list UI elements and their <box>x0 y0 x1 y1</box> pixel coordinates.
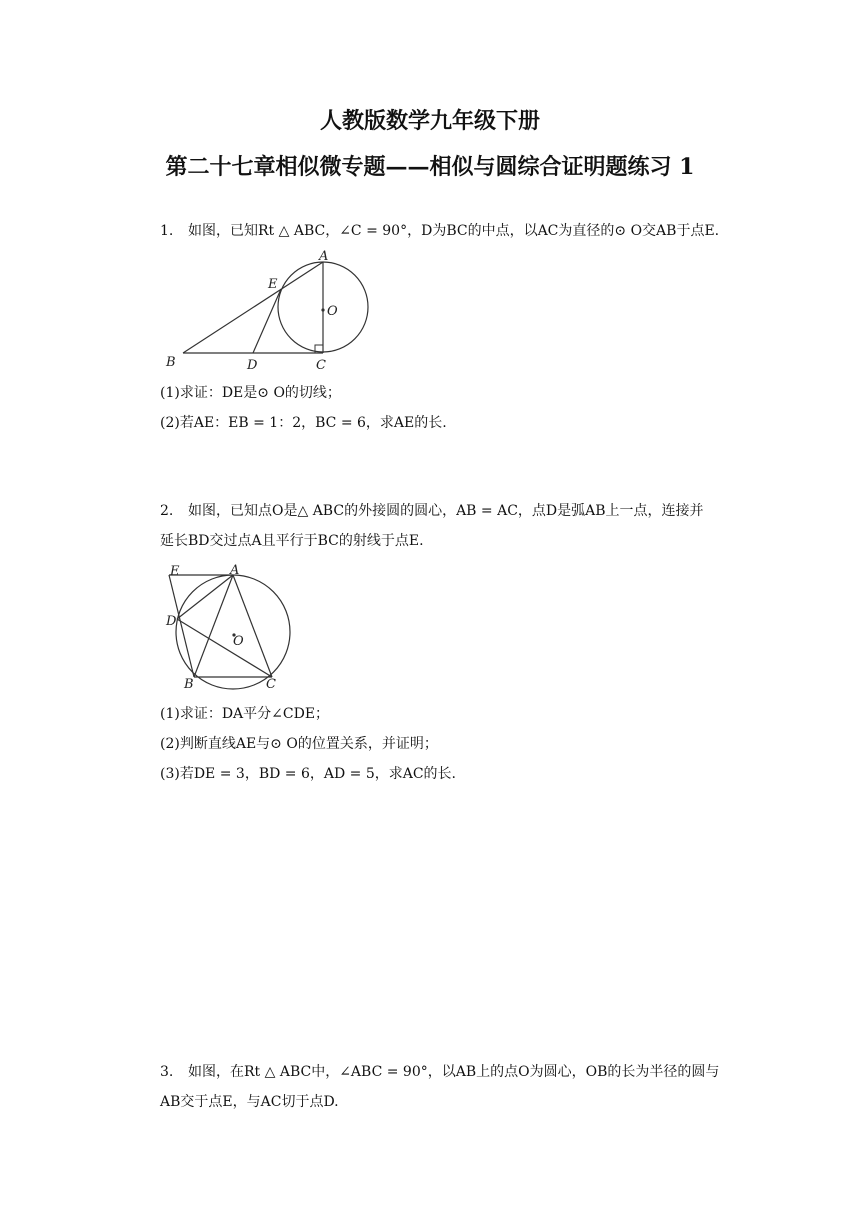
label-d: D <box>247 358 258 373</box>
label-a: A <box>319 249 329 264</box>
document-title: 人教版数学九年级下册 <box>319 108 540 134</box>
question-number: 3. <box>160 1064 174 1080</box>
label-c: C <box>266 677 276 692</box>
question-2-part-3: (3)若DE = 3，BD = 6，AD = 5，求AC的长. <box>160 766 457 782</box>
label-e: E <box>170 564 180 579</box>
label-o: O <box>327 304 338 319</box>
label-e: E <box>268 277 278 292</box>
question-text: 如图，已知Rt △ ABC，∠C = 90°，D为BC的中点，以AC为直径的⊙ O交AB于点E. <box>188 223 720 239</box>
label-b: B <box>166 355 176 370</box>
question-number: 2. <box>160 503 174 519</box>
question-2-figure <box>160 562 295 694</box>
question-1-stem <box>160 221 719 241</box>
question-1-figure <box>160 248 375 374</box>
question-text: 如图，在Rt △ ABC中，∠ABC = 90°，以AB上的点O为圆心，OB的长为半径的圆与 <box>188 1064 720 1080</box>
question-1-part-2: (2)若AE：EB = 1：2，BC = 6，求AE的长. <box>160 415 447 431</box>
label-o: O <box>233 634 244 649</box>
question-text: 如图，已知点O是△ ABC的外接圆的圆心，AB = AC，点D是弧AB上一点，连接并 <box>188 503 704 519</box>
label-b: B <box>184 677 194 692</box>
question-1-part-1: (1)求证：DE是⊙ O的切线； <box>160 385 341 401</box>
label-d: D <box>166 614 177 629</box>
question-2-part-1: (1)求证：DA平分∠CDE； <box>160 706 330 722</box>
label-a: A <box>230 563 240 578</box>
question-number: 1. <box>160 223 174 239</box>
question-2-stem-line-2: 延长BD交过点A且平行于BC的射线于点E. <box>160 533 424 549</box>
question-3-stem-line-2: AB交于点E，与AC切于点D. <box>160 1094 339 1110</box>
question-2-stem-line-1 <box>160 501 704 521</box>
question-2-part-2: (2)判断直线AE与⊙ O的位置关系，并证明； <box>160 736 438 752</box>
question-3-stem-line-1 <box>160 1062 719 1082</box>
label-c: C <box>316 358 326 373</box>
document-subtitle: 第二十七章相似微专题——相似与圆综合证明题练习 1 <box>165 154 695 180</box>
